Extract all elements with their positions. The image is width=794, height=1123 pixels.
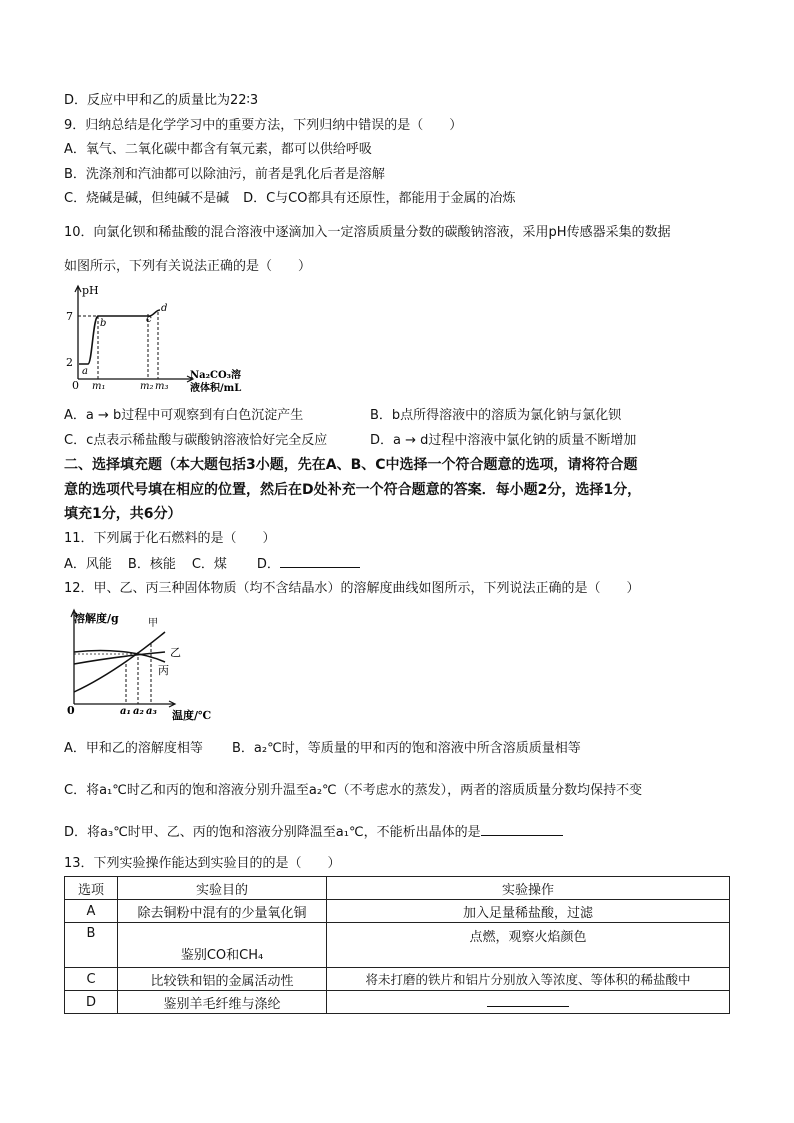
table-row [65, 991, 730, 1014]
q11-options [64, 555, 360, 574]
q12-stem: 12．甲、乙、丙三种固体物质（均不含结晶水）的溶解度曲线如图所示，下列说法正确的是（ ） [64, 581, 640, 596]
row-c-operation: 将未打磨的铁片和铝片分别放入等浓度、等体积的稀盐酸中 [327, 968, 730, 991]
row-a-operation: 加入足量稀盐酸，过滤 [327, 900, 730, 923]
origin-label: 0 [72, 379, 79, 392]
q13-table [64, 876, 730, 1014]
row-a-purpose: 除去铜粉中混有的少量氧化铜 [118, 900, 327, 923]
header-option: 选项 [65, 877, 118, 900]
table-row [65, 968, 730, 991]
table-header-row [65, 877, 730, 900]
ph-axis-label: pH [82, 284, 99, 297]
q12-solubility-graph [62, 604, 232, 726]
q11-stem: 11．下列属于化石燃料的是（ ） [64, 531, 276, 546]
tick-a3: a₃ [146, 706, 157, 717]
q11-option-a: A．风能 [64, 557, 112, 572]
q9-option-c-d-row [64, 190, 515, 208]
header-purpose: 实验目的 [118, 877, 327, 900]
tick-m2: m₂ [140, 381, 154, 392]
q12-y-axis-label: 溶解度/g [74, 612, 119, 625]
q12-option-c: C．将a₁℃时乙和丙的饱和溶液分别升温至a₂℃（不考虑水的蒸发），两者的溶质质量分数均保持不变 [64, 783, 643, 798]
q10-stem-line1: 10．向氯化钡和稀盐酸的混合溶液中逐滴加入一定溶质质量分数的碳酸钠溶液，采用pH传感器采集的数据 [64, 225, 671, 240]
x-axis-label-1: Na₂CO₃溶 [190, 370, 242, 381]
point-a: a [82, 366, 88, 377]
curve-jia-label: 甲 [148, 618, 158, 629]
tick-a2: a₂ [133, 706, 144, 717]
q9-option-a: A．氧气、二氧化碳中都含有氧元素，都可以供给呼吸 [64, 142, 372, 157]
point-d: d [161, 303, 168, 314]
header-operation: 实验操作 [327, 877, 730, 900]
tick-2: 2 [66, 356, 73, 369]
q12-option-d: D．将a₃℃时甲、乙、丙的饱和溶液分别降温至a₁℃，不能析出晶体的是 [64, 825, 481, 840]
q13-answer-blank[interactable] [487, 994, 569, 1007]
curve-bing-label: 丙 [158, 664, 169, 677]
q11-option-c: C．煤 [191, 557, 227, 572]
table-row [65, 900, 730, 923]
tick-a1: a₁ [120, 706, 131, 717]
row-b-operation: 点燃，观察火焰颜色 [327, 923, 730, 968]
q10-option-c: C．c点表示稀盐酸与碳酸钠溶液恰好完全反应 [64, 433, 328, 448]
q11-option-b: B．核能 [127, 557, 176, 572]
q11-answer-blank[interactable] [280, 555, 360, 568]
tick-m1: m₁ [92, 381, 106, 392]
tick-7: 7 [66, 310, 73, 323]
q13-stem: 13．下列实验操作能达到实验目的的是（ ） [64, 856, 341, 871]
row-a-option: A [65, 900, 118, 923]
q12-origin-label: 0 [67, 704, 75, 717]
section2-line1: 二、选择填充题（本大题包括3小题，先在A、B、C中选择一个符合题意的选项，请将符合题 [64, 457, 638, 473]
section2-line3: 填充1分，共6分） [64, 506, 182, 522]
q8-option-d: D．反应中甲和乙的质量比为22∶3 [64, 93, 259, 108]
q9-option-c: C．烧碱是碱，但纯碱不是碱 [64, 191, 230, 206]
q10-option-a: A．a → b过程中可观察到有白色沉淀产生 [64, 408, 304, 423]
row-b-purpose: 鉴别CO和CH₄ [118, 923, 327, 968]
q10-stem-line2: 如图所示，下列有关说法正确的是（ ） [64, 259, 312, 274]
q10-option-d: D．a → d过程中溶液中氯化钠的质量不断增加 [370, 433, 637, 448]
row-b-option: B [65, 923, 118, 968]
row-c-purpose: 比较铁和铝的金属活动性 [118, 968, 327, 991]
q11-option-d: D． [256, 557, 280, 572]
q12-answer-blank[interactable] [481, 823, 563, 836]
section2-line2: 意的选项代号填在相应的位置，然后在D处补充一个符合题意的答案．每小题2分，选择1分， [64, 482, 642, 498]
row-d-operation [327, 991, 730, 1014]
q10-ph-graph [62, 284, 262, 394]
row-d-option: D [65, 991, 118, 1014]
q9-option-d: D．C与CO都具有还原性，都能用于金属的冶炼 [243, 191, 516, 206]
q9-option-b: B．洗涤剂和汽油都可以除油污，前者是乳化后者是溶解 [64, 167, 385, 182]
q12-option-a: A．甲和乙的溶解度相等 [64, 741, 203, 756]
curve-yi-label: 乙 [170, 646, 181, 659]
row-c-option: C [65, 968, 118, 991]
row-d-purpose: 鉴别羊毛纤维与涤纶 [118, 991, 327, 1014]
q10-option-b: B．b点所得溶液中的溶质为氯化钠与氯化钡 [370, 408, 622, 423]
point-c: c [146, 314, 152, 325]
table-row [65, 923, 730, 968]
x-axis-label-2: 液体积/mL [190, 383, 242, 394]
q12-option-d-row [64, 823, 563, 842]
tick-m3: m₃ [155, 381, 169, 392]
q12-x-axis-label: 温度/℃ [172, 709, 212, 722]
q12-option-b: B．a₂℃时，等质量的甲和丙的饱和溶液中所含溶质质量相等 [232, 741, 581, 756]
q9-stem: 9．归纳总结是化学学习中的重要方法，下列归纳中错误的是（ ） [64, 118, 463, 133]
point-b: b [100, 318, 107, 329]
